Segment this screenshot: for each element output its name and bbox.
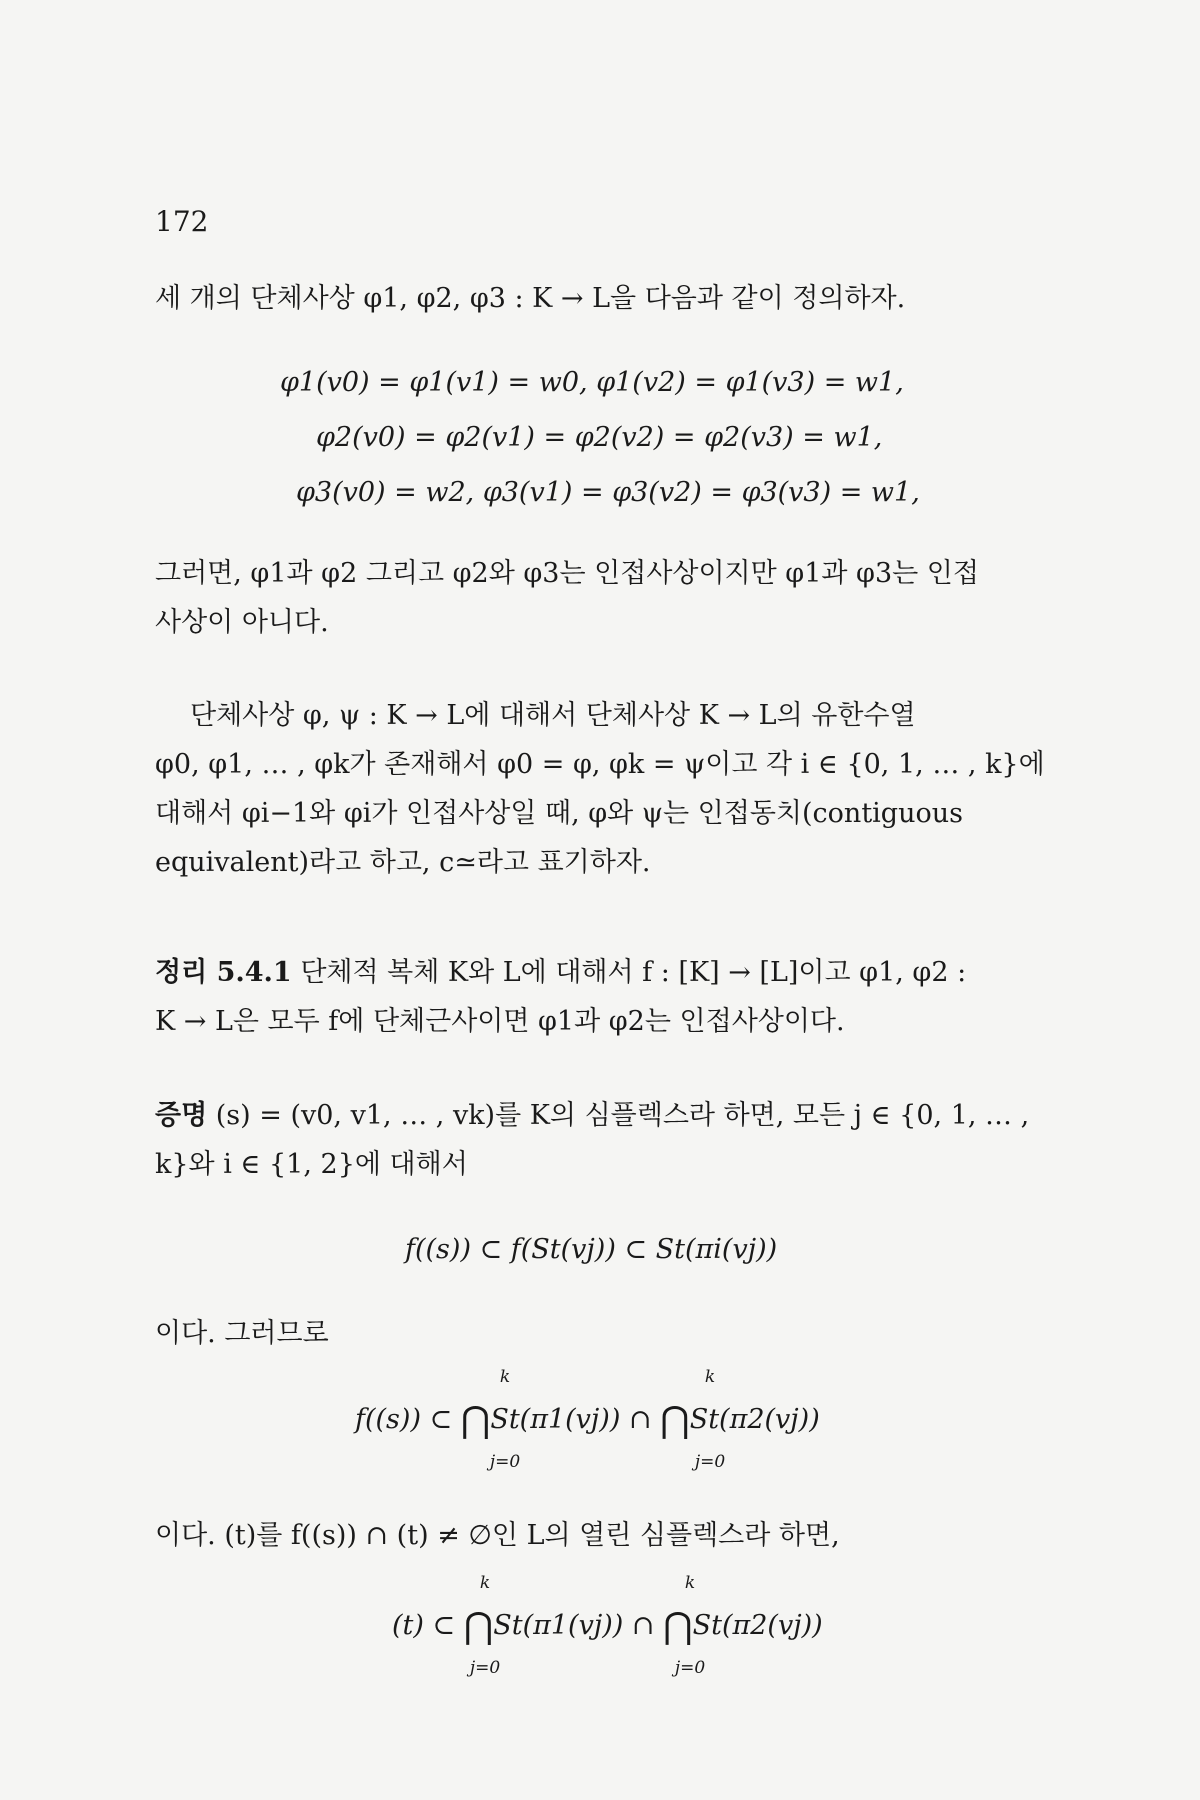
definition-phi1: φ1(v0) = φ1(v1) = w0, φ1(v2) = φ1(v3) = w1, <box>280 367 904 398</box>
remark-line-1: 그러면, φ1과 φ2 그리고 φ2와 φ3는 인접사상이지만 φ1과 φ3는 인접 <box>155 558 979 589</box>
eq3-right: St(π2(vj)) <box>692 1610 823 1641</box>
eq2-cap-1: ⋂ <box>460 1400 491 1441</box>
eq2-mid: St(π1(vj)) ∩ <box>490 1404 652 1435</box>
eq2-cap1-lower: j=0 <box>489 1452 521 1472</box>
eq2-cap-2: ⋂ <box>660 1400 690 1441</box>
theorem-line-1 <box>155 957 966 989</box>
proof-equation-3 <box>392 1606 823 1647</box>
theorem-text-1: 단체적 복체 K와 L에 대해서 f : [K] → [L]이고 φ1, φ2 : <box>291 957 967 988</box>
eq3-mid: St(π1(vj)) ∩ <box>493 1610 655 1641</box>
eq2-right: St(π2(vj)) <box>689 1404 820 1435</box>
theorem-label: 정리 5.4.1 <box>155 957 292 988</box>
eq2-left: f((s)) ⊂ <box>355 1404 453 1435</box>
page-number: 172 <box>155 205 209 238</box>
proof-text-3: 이다. (t)를 f((s)) ∩ (t) ≠ ∅인 L의 열린 심플렉스라 하면, <box>155 1520 840 1551</box>
definition-phi3: φ3(v0) = w2, φ3(v1) = φ3(v2) = φ3(v3) = w1, <box>296 477 920 508</box>
proof-text-1: (s) = (v0, v1, … , vk)를 K의 심플렉스라 하면, 모든 j ∈ {0, 1, … , <box>207 1100 1030 1131</box>
eq3-cap-2: ⋂ <box>663 1606 693 1647</box>
eq3-cap2-upper: k <box>684 1573 696 1593</box>
definition-paragraph-line-1: 단체사상 φ, ψ : K → L에 대해서 단체사상 K → L의 유한수열 <box>190 700 916 731</box>
definition-paragraph-line-4: equivalent)라고 하고, c≃라고 표기하자. <box>155 847 651 878</box>
eq3-cap1-lower: j=0 <box>469 1658 501 1678</box>
definition-paragraph-line-2: φ0, φ1, … , φk가 존재해서 φ0 = φ, φk = ψ이고 각 i ∈ {0, 1, … , k}에 <box>155 749 1045 780</box>
eq2-cap2-lower: j=0 <box>694 1452 726 1472</box>
eq3-cap-1: ⋂ <box>463 1606 494 1647</box>
eq3-cap2-lower: j=0 <box>674 1658 706 1678</box>
proof-text-2: 이다. 그러므로 <box>155 1318 329 1349</box>
theorem-line-2: K → L은 모두 f에 단체근사이면 φ1과 φ2는 인접사상이다. <box>155 1006 845 1037</box>
proof-line-2: k}와 i ∈ {1, 2}에 대해서 <box>155 1149 468 1180</box>
definition-phi2: φ2(v0) = φ2(v1) = φ2(v2) = φ2(v3) = w1, <box>316 422 883 453</box>
proof-line-1 <box>155 1100 1029 1132</box>
remark-line-2: 사상이 아니다. <box>155 607 329 638</box>
proof-equation-2 <box>355 1400 820 1441</box>
definition-paragraph-line-3: 대해서 φi−1와 φi가 인접사상일 때, φ와 ψ는 인접동치(contiguous <box>155 798 963 829</box>
intro-line: 세 개의 단체사상 φ1, φ2, φ3 : K → L을 다음과 같이 정의하자. <box>155 283 906 314</box>
eq3-cap1-upper: k <box>479 1573 491 1593</box>
eq2-cap2-upper: k <box>704 1367 716 1387</box>
eq3-left: (t) ⊂ <box>392 1610 456 1641</box>
eq2-cap1-upper: k <box>499 1367 511 1387</box>
proof-equation-1: f((s)) ⊂ f(St(vj)) ⊂ St(πi(vj)) <box>405 1234 778 1265</box>
proof-label: 증명 <box>155 1100 208 1131</box>
